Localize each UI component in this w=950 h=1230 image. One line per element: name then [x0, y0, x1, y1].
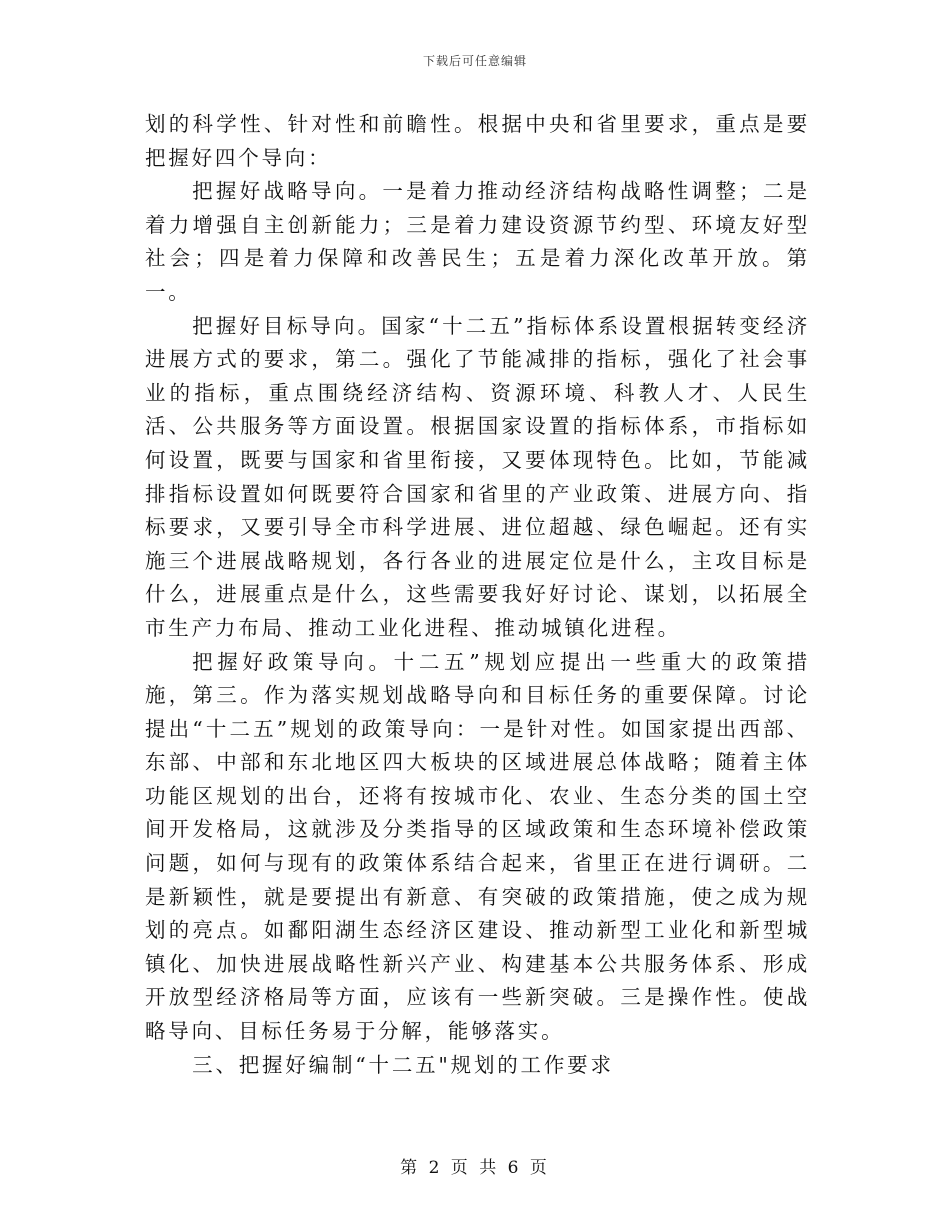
- footer-prefix: 第: [400, 1158, 421, 1178]
- footer-total-pages: 6: [507, 1158, 522, 1178]
- footer-current-page: 2: [428, 1158, 443, 1178]
- paragraph-goal-orientation: 把握好目标导向。国家“十二五”指标体系设置根据转变经济进展方式的要求，第二。强化了节能减排的指标，强化了社会事业的指标，重点围绕经济结构、资源环境、科教人才、人民生活、公共服务等方面设置。根据国家设置的指标体系，市指标如何设置，既要与国家和省里衔接，又要体现特色。比如，节能减排指标设置如何既要符合国家和省里的产业政策、进展方向、指标要求，又要引导全市科学进展、进位超越、绿色崛起。还有实施三个进展战略规划，各行各业的进展定位是什么，主攻目标是什么，进展重点是什么，这些需要我好好讨论、谋划，以拓展全市生产力布局、推动工业化进程、推动城镇化进程。: [145, 313, 810, 640]
- page-footer: [0, 1153, 950, 1178]
- paragraph-strategy-orientation: 把握好战略导向。一是着力推动经济结构战略性调整；二是着力增强自主创新能力；三是着力建设资源节约型、环境友好型社会；四是着力保障和改善民生；五是着力深化改革开放。第一。: [145, 179, 810, 304]
- page-header: 下载后可任意编辑: [422, 54, 527, 68]
- document-body: [145, 108, 810, 1082]
- paragraph-policy-orientation: 把握好政策导向。十二五”规划应提出一些重大的政策措施，第三。作为落实规划战略导向和目标任务的重要保障。讨论提出“十二五”规划的政策导向：一是针对性。如国家提出西部、东部、中部和东北地区四大板块的区域进展总体战略；随着主体功能区规划的出台，还将有按城市化、农业、生态分类的国土空间开发格局，这就涉及分类指导的区域政策和生态环境补偿政策问题，如何与现有的政策体系结合起来，省里正在进行调研。二是新颖性，就是要提出有新意、有突破的政策措施，使之成为规划的亮点。如鄱阳湖生态经济区建设、推动新型工业化和新型城镇化、加快进展战略性新兴产业、构建基本公共服务体系、形成开放型经济格局等方面，应该有一些新突破。三是操作性。使战略导向、目标任务易于分解，能够落实。: [145, 649, 810, 1044]
- paragraph-continuation: 划的科学性、针对性和前瞻性。根据中央和省里要求，重点是要把握好四个导向：: [145, 112, 810, 170]
- section-heading-work-requirements: 三、把握好编制“十二五"规划的工作要求: [192, 1052, 614, 1077]
- footer-suffix: 页: [529, 1158, 550, 1178]
- footer-middle: 页 共: [450, 1158, 500, 1178]
